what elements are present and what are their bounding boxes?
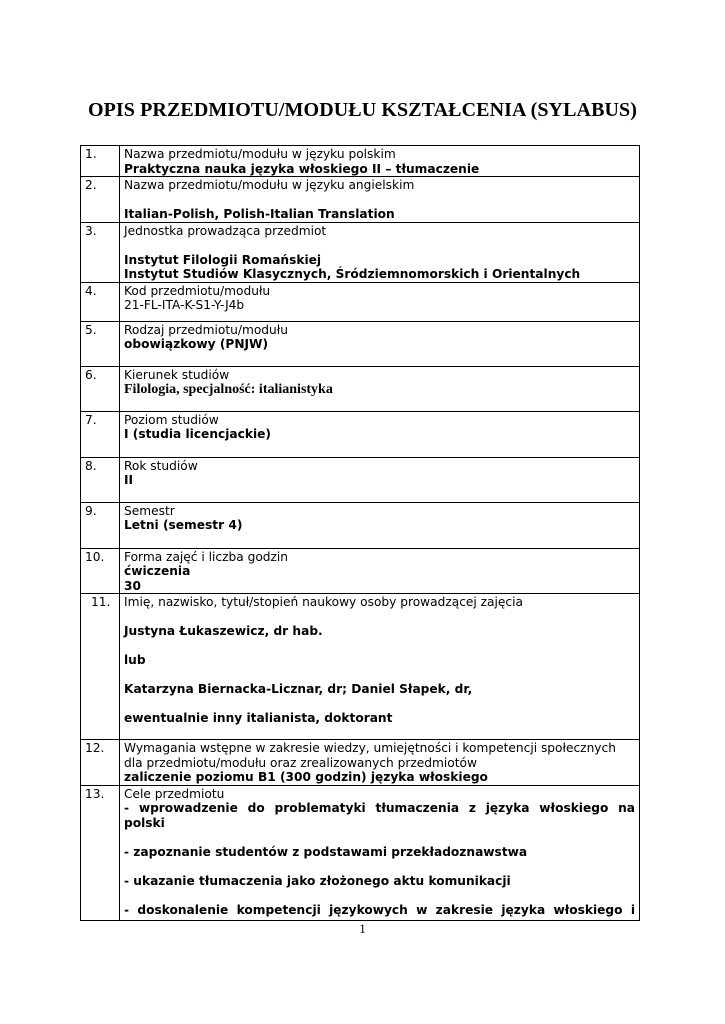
table-row	[81, 222, 640, 282]
row-label: Rodzaj przedmiotu/modułu	[124, 322, 288, 337]
row-value: Letni (semestr 4)	[124, 518, 243, 532]
row-number: 10.	[81, 548, 120, 594]
row-label: dla przedmiotu/modułu oraz zrealizowanych przedmiotów	[124, 755, 477, 770]
table-row	[81, 282, 640, 321]
row-value: Italian-Polish, Polish-Italian Translation	[124, 207, 395, 221]
table-row	[81, 785, 640, 920]
table-row	[81, 411, 640, 457]
row-value: Katarzyna Biernacka-Licznar, dr; Daniel Słapek, dr,	[124, 682, 473, 696]
row-content	[120, 366, 640, 411]
row-content	[120, 457, 640, 502]
row-value: 21-FL-ITA-K-S1-Y-J4b	[124, 298, 245, 312]
row-label: Nazwa przedmiotu/modułu w języku polskim	[124, 147, 396, 161]
table-row	[81, 457, 640, 502]
row-content	[120, 411, 640, 457]
row-content	[120, 222, 640, 282]
row-value: ewentualnie inny italianista, doktorant	[124, 711, 393, 725]
row-value: ćwiczenia	[124, 564, 191, 578]
row-label: Kod przedmiotu/modułu	[124, 283, 271, 298]
row-label: Wymagania wstępne w zakresie wiedzy, umiejętności i kompetencji społecznych	[124, 741, 616, 755]
row-label: Semestr	[124, 503, 175, 518]
row-label: Nazwa przedmiotu/modułu w języku angielskim	[124, 178, 415, 192]
row-content	[120, 321, 640, 366]
row-number: 1.	[81, 146, 120, 177]
table-row	[81, 366, 640, 411]
row-label: Cele przedmiotu	[124, 786, 225, 801]
table-row	[81, 740, 640, 786]
row-content	[120, 594, 640, 740]
syllabus-table	[80, 145, 640, 921]
row-value: Praktyczna nauka języka włoskiego II – tłumaczenie	[124, 161, 480, 176]
row-value: obowiązkowy (PNJW)	[124, 337, 269, 351]
row-content	[120, 177, 640, 223]
table-row	[81, 146, 640, 177]
row-label: Kierunek studiów	[124, 367, 230, 382]
row-value: II	[124, 473, 134, 487]
row-content	[120, 282, 640, 321]
row-value: Filologia, specjalność: italianistyka	[124, 382, 333, 397]
table-row	[81, 502, 640, 548]
row-value: lub	[124, 653, 146, 667]
row-value: Instytut Studiów Klasycznych, Śródziemnomorskich i Orientalnych	[124, 267, 581, 281]
row-value: Instytut Filologii Romańskiej	[124, 252, 322, 267]
row-label: Rok studiów	[124, 458, 198, 473]
goal-item: - wprowadzenie do problematyki tłumaczenia z języka włoskiego na	[124, 801, 635, 815]
goal-item: - zapoznanie studentów z podstawami przekładoznawstwa	[124, 844, 528, 859]
table-row	[81, 548, 640, 594]
goal-item: - doskonalenie kompetencji językowych w zakresie języka włoskiego i	[124, 902, 635, 917]
row-content	[120, 502, 640, 548]
document-title: OPIS PRZEDMIOTU/MODUŁU KSZTAŁCENIA (SYLABUS)	[87, 99, 638, 121]
table-row	[81, 177, 640, 223]
row-number: 9.	[81, 502, 120, 548]
row-content	[120, 740, 640, 786]
page-number: 1	[359, 921, 366, 936]
row-value: 30	[124, 578, 141, 593]
row-number: 8.	[81, 457, 120, 502]
row-value: I (studia licencjackie)	[124, 427, 271, 441]
row-number: 2.	[81, 177, 120, 223]
row-value: Justyna Łukaszewicz, dr hab.	[124, 624, 323, 638]
goal-item: - ukazanie tłumaczenia jako złożonego aktu komunikacji	[124, 873, 511, 888]
row-number: 5.	[81, 321, 120, 366]
row-number: 12.	[81, 740, 120, 786]
row-content	[120, 146, 640, 177]
row-number: 13.	[81, 785, 120, 920]
row-label: Forma zajęć i liczba godzin	[124, 549, 289, 564]
table-row	[81, 321, 640, 366]
row-label: Jednostka prowadząca przedmiot	[124, 223, 327, 238]
row-number: 3.	[81, 222, 120, 282]
row-value: zaliczenie poziomu B1 (300 godzin) języka włoskiego	[124, 770, 488, 784]
row-number: 6.	[81, 366, 120, 411]
row-label: Poziom studiów	[124, 412, 219, 427]
row-number: 4.	[81, 282, 120, 321]
row-number: 7.	[81, 411, 120, 457]
row-number: 11.	[81, 594, 120, 740]
table-row	[81, 594, 640, 740]
goal-item: polski	[124, 815, 165, 830]
row-content	[120, 785, 640, 920]
row-content	[120, 548, 640, 594]
row-label: Imię, nazwisko, tytuł/stopień naukowy osoby prowadzącej zajęcia	[124, 595, 523, 609]
